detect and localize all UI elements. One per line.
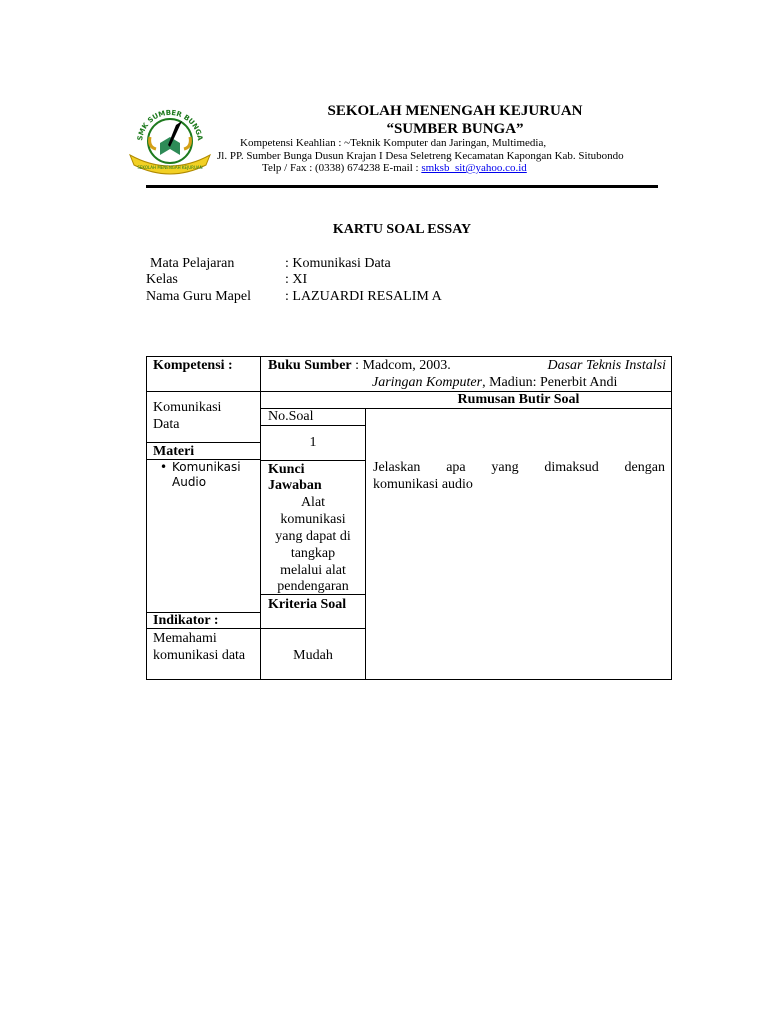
table-col-divider-2 [365, 408, 366, 680]
soal-word: yang [491, 460, 519, 475]
soal-word: apa [446, 460, 466, 475]
kunci-label-line-1: Kunci [268, 462, 305, 477]
kompetensi-label: Kompetensi : [153, 358, 233, 373]
buku-sumber-line-2 [372, 374, 617, 391]
school-subtitle: “SUMBER BUNGA” [386, 121, 524, 137]
no-soal-label: No.Soal [268, 409, 314, 424]
question-card-table [146, 356, 672, 680]
info-value-teacher: : LAZUARDI RESALIM A [285, 289, 442, 304]
kunci-value-line-4: tangkap [290, 546, 336, 561]
kunci-value-line-3: yang dapat di [275, 529, 351, 544]
info-value-class: : XI [285, 272, 308, 287]
kunci-value-line-5: melalui alat [280, 563, 346, 578]
buku-sumber-sep: : Madcom, 2003. [351, 358, 451, 373]
card-title: KARTU SOAL ESSAY [332, 222, 472, 237]
contact-prefix: Telp / Fax : (0338) 674238 E-mail : [262, 162, 422, 174]
kriteria-label: Kriteria Soal [268, 597, 347, 612]
competence-line: Kompetensi Keahlian : ~Teknik Komputer dan Jaringan, Multimedia, [240, 137, 547, 149]
info-value-subject: : Komunikasi Data [285, 256, 391, 271]
soal-word: dengan [624, 460, 665, 475]
address-line: Jl. PP. Sumber Bunga Dusun Krajan I Desa Seletreng Kecamatan Kapongan Kab. Situbondo [217, 150, 624, 162]
kunci-value-line-2: komunikasi [280, 512, 346, 527]
table-row-divider-nosoal [260, 425, 366, 426]
indikator-value-line-1: Memahami [153, 631, 217, 646]
indikator-label: Indikator : [153, 613, 219, 628]
no-soal-value: 1 [309, 435, 317, 450]
logo-text-top: SMK SUMBER BUNGA [136, 108, 204, 142]
soal-text-line-2: komunikasi audio [373, 477, 473, 492]
soal-word: Jelaskan [373, 460, 421, 475]
info-label-teacher: Nama Guru Mapel [146, 289, 251, 304]
materi-item-line-2: Audio [172, 475, 207, 489]
kompetensi-value-line-2: Data [153, 417, 180, 432]
email-link[interactable]: smksb_sit@yahoo.co.id [421, 162, 527, 174]
header-divider [146, 185, 658, 188]
buku-sumber-title-part-2: Jaringan Komputer [372, 375, 483, 390]
logo-ribbon-text: SEKOLAH MENENGAH KEJURUAN [137, 165, 203, 170]
buku-sumber-label: Buku Sumber [268, 358, 352, 373]
rumusan-label: Rumusan Butir Soal [457, 392, 580, 407]
table-border-right [671, 356, 672, 680]
kunci-label-line-2: Jawaban [268, 478, 322, 493]
soal-text-line-1 [373, 459, 665, 476]
table-row-divider-rumusan [260, 408, 672, 409]
kriteria-value: Mudah [293, 648, 333, 663]
buku-sumber-title-part-1: Dasar Teknis Instalsi [547, 358, 666, 373]
info-label-subject: Mata Pelajaran [150, 256, 235, 271]
kunci-value-line-6: pendengaran [277, 579, 349, 594]
buku-sumber-line-1 [268, 357, 666, 374]
table-border-left [146, 356, 147, 680]
materi-bullet-icon: • [160, 460, 168, 474]
materi-label: Materi [153, 444, 195, 459]
info-label-class: Kelas [146, 272, 178, 287]
indikator-value-line-2: komunikasi data [153, 648, 246, 663]
materi-item-line-1: Komunikasi [172, 460, 241, 474]
kompetensi-value-line-1: Komunikasi [153, 400, 222, 415]
school-title: SEKOLAH MENENGAH KEJURUAN [327, 103, 583, 119]
table-border-bottom [146, 679, 672, 680]
buku-sumber-publisher: , Madiun: Penerbit Andi [482, 375, 618, 390]
table-row-divider-kompetensi [146, 391, 260, 392]
soal-word: dimaksud [544, 460, 599, 475]
contact-line [262, 162, 527, 174]
kunci-value-line-1: Alat [300, 495, 326, 510]
